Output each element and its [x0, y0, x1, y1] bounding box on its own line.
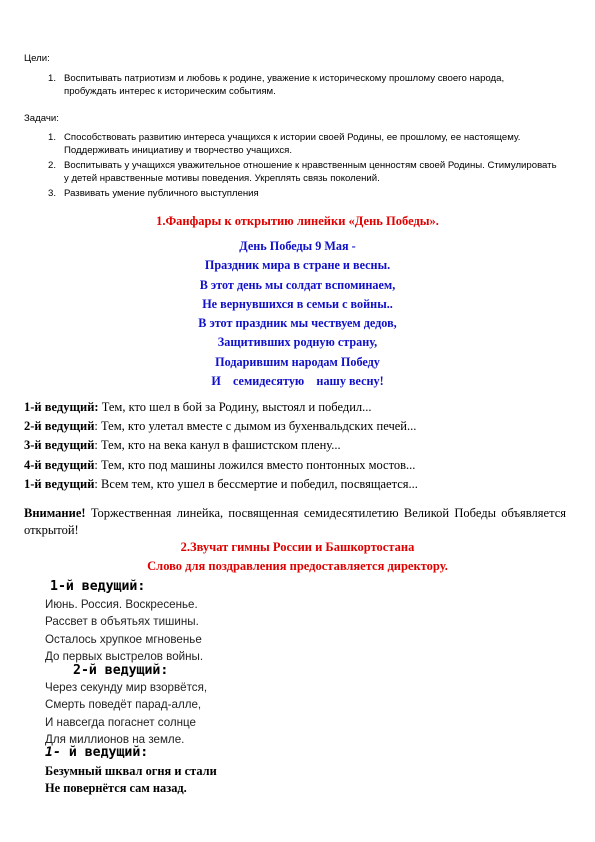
poem-line: Праздник мира в стране и весны. [204, 258, 391, 273]
list-number: 3. [48, 188, 57, 199]
poem-line: Осталось хрупкое мгновенье [45, 632, 202, 646]
poem-stanza-2 [45, 679, 207, 748]
tasks-heading: Задачи: [24, 113, 59, 124]
poem-line: Через секунду мир взорвётся, [45, 681, 208, 694]
poem-line: До первых выстрелов войны. [45, 649, 204, 663]
lead-text: : Всем тем, кто ушел в бессмертие и победил, посвящается... [94, 476, 418, 491]
poem-line: Смерть поведёт парад-алле, [45, 698, 202, 712]
fanfare-title: 1.Фанфары к открытию линейки «День Победы». [156, 214, 439, 228]
list-item [48, 72, 553, 98]
poem-stanza-3 [45, 763, 217, 797]
lead-text: : Тем, кто улетал вместе с дымом из бухенвальдских печей... [94, 419, 417, 434]
poem-line: В этот день мы солдат вспоминаем, [199, 277, 396, 292]
hymns-title: 2.Звучат гимны России и Башкортостана [180, 540, 415, 554]
poem-line: Безумный шквал огня и стали [45, 764, 217, 778]
lead-text: : Тем, кто под машины ложился вместо понтонных мостов... [94, 457, 416, 472]
poem-line: Не вернувшихся в семьи с войны.. [202, 296, 393, 311]
lead-line [24, 436, 574, 455]
speaker-1-heading: 1-й ведущий: [50, 579, 146, 594]
poem-line: В этот праздник мы чествуем дедов, [198, 316, 397, 331]
lead-speaker: 3-й ведущий [24, 438, 95, 453]
greeting-title: Слово для поздравления предоставляется директору. [147, 559, 448, 573]
list-item [48, 187, 558, 200]
goals-list [48, 72, 553, 100]
lead-line [24, 456, 574, 475]
attention-text: Торжественная линейка, посвященная семидесятилетию Великой Победы объявляется открытой! [24, 506, 566, 537]
lead-line [24, 417, 574, 436]
attention-announcement [24, 505, 566, 539]
poem-line: И навсегда погаснет солнце [45, 715, 197, 729]
tasks-list [48, 131, 558, 202]
poem-line: День Победы 9 Мая - [239, 239, 356, 253]
goals-heading: Цели: [24, 53, 50, 64]
speaker-label: й ведущий: [60, 745, 149, 760]
lead-speaker: 2-й ведущий [24, 419, 95, 434]
list-number: 2. [48, 160, 57, 171]
speaker-2-heading: 2-й ведущий: [73, 663, 169, 678]
poem-line: Подарившим народам Победу [215, 354, 380, 369]
lead-line [24, 475, 574, 494]
list-item [48, 131, 558, 157]
victory-poem [0, 237, 595, 391]
poem-line: Для миллионов на земле. [45, 732, 185, 746]
list-text: Воспитывать у учащихся уважительное отношение к нравственным ценностям своей Родины. Стимулировать у детей нравственные мотивы поведения. Укреплять связь поколений. [64, 160, 557, 184]
list-text: Способствовать развитию интереса учащихся к истории своей Родины, ее прошлому, ее настоящему. Поддерживать инициативу и творчество учащихся. [64, 132, 521, 156]
poem-line: Защитивших родную страну, [217, 335, 378, 350]
poem-line: И семидесятую нашу весну! [211, 374, 384, 389]
poem-line: Июнь. Россия. Воскресенье. [45, 598, 198, 611]
lead-speaker: 1-й ведущий [24, 476, 95, 491]
lead-line [24, 398, 574, 417]
speaker-number: 1- [45, 745, 61, 760]
poem-stanza-1 [45, 596, 203, 665]
list-number: 1. [48, 132, 57, 143]
list-text: Воспитывать патриотизм и любовь к родине, уважение к историческому прошлому своего народа, пробуждать интерес к историческим событиям. [64, 73, 505, 97]
lead-speaker: 4-й ведущий [24, 457, 95, 472]
list-number: 1. [48, 73, 57, 84]
lead-speaker: 1-й ведущий: [24, 400, 99, 414]
attention-label: Внимание! [24, 506, 86, 520]
poem-line: Не повернётся сам назад. [45, 781, 187, 795]
list-text: Развивать умение публичного выступления [64, 188, 259, 199]
lead-text: : Тем, кто на века канул в фашистском плену... [94, 438, 341, 453]
lead-text: Тем, кто шел в бой за Родину, выстоял и победил... [98, 400, 372, 414]
list-item [48, 159, 558, 185]
leads-dialogue [24, 398, 574, 494]
speaker-3-heading [45, 745, 148, 760]
poem-line: Рассвет в объятьях тишины. [45, 615, 199, 629]
